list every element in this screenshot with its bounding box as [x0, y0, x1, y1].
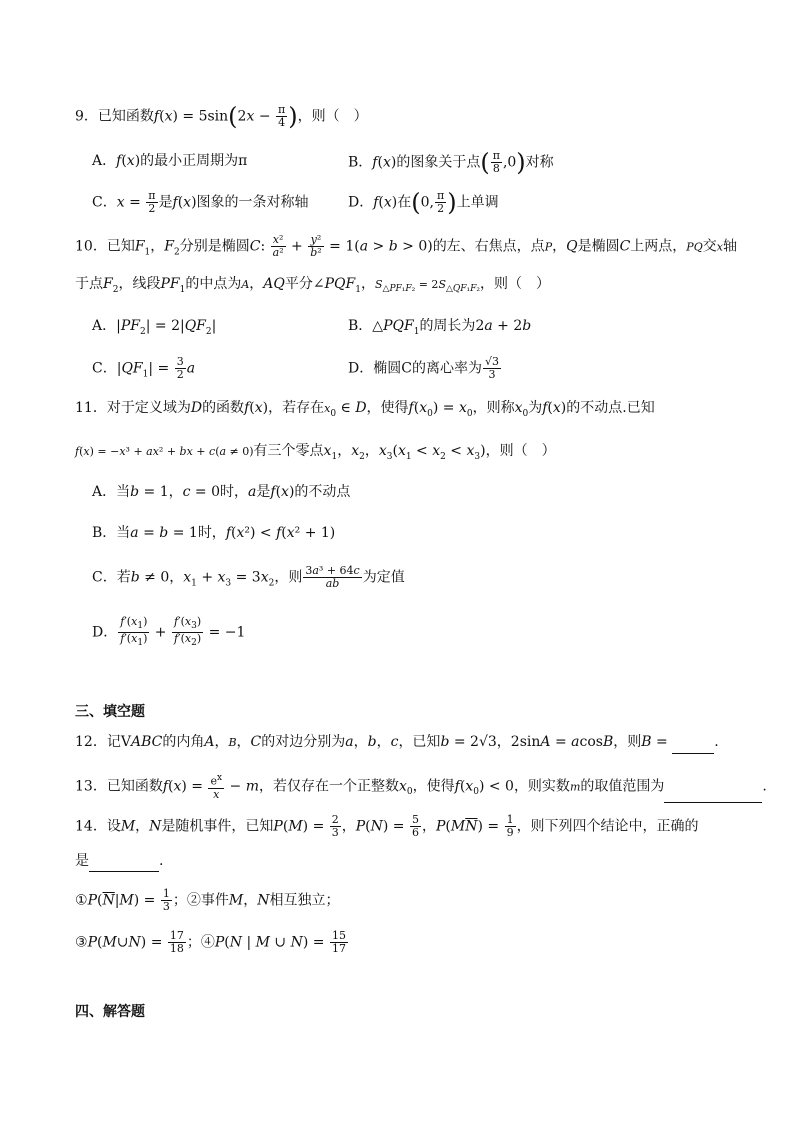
q14-answer-blank[interactable]: [89, 855, 159, 872]
q11-option-b: B．当a = b = 1时，f(x²) < f(x² + 1): [92, 525, 336, 541]
q12-stem: 12．记VABC的内角A，B，C的对边分别为a，b，c，已知b = 2√3，2sinA = acosB，则B = .: [75, 731, 719, 754]
section-fill-in-heading: 三、填空题: [75, 704, 145, 720]
q9-option-a: A．f(x)的最小正周期为π: [92, 153, 248, 169]
section-answer-heading: 四、解答题: [75, 1004, 145, 1020]
q10-option-b: B．$\triangle PQF_1$的周长为2a + 2b: [348, 318, 532, 337]
q10-option-d: D．椭圆C的离心率为 $\frac{√3}{3}$: [348, 355, 499, 381]
q14-statements-3-4: ③P(M∪N) = $\frac{17}{18}$ ；④P(N | M ∪ N) = $\frac{15}{17}$: [75, 929, 346, 955]
q10-stem-line1: 10．已知$F_1$，$F_2$分别是椭圆C: $\frac{\text{x²}}{\text{a²}}$ + $\frac{\text{y²}}{\text{b²}}$ = 1(a > b > 0)的左、右焦点，点P，Q是椭圆C上两点，PQ交x轴: [75, 233, 737, 259]
q14-stem-line2: 是 .: [75, 850, 163, 872]
q9-stem: 9．已知函数f(x) = 5sin(2x − $\frac{\pi}{4}$ )，则（ ）: [75, 102, 368, 131]
q11-stem-line1: 11．对于定义域为D的函数f(x)，若存在$x_0$ ∈ D，使得$f(x_0) = x_0$，则称$x_0$为f(x)的不动点.已知: [75, 400, 655, 419]
q10-stem-line2: 于点$F_2$，线段$PF_1$的中点为A，AQ平分$\angle PQF_1$，$S_{\triangle PF_1F_2} = 2S_{\triangle QF_1F_2}$，则（ ）: [75, 276, 550, 295]
q13-stem: 13．已知函数f(x) = $\frac{e^x}{x}$ − m，若仅存在一个正整数$x_0$，使得$f(x_0) < 0$，则实数m的取值范围为 .: [75, 772, 767, 803]
q9-option-b: B．f(x)的图象关于点( $\frac{\pi}{8}$ ,0)对称: [348, 148, 554, 177]
q11-stem-line2: f(x) = −x³ + ax² + bx + c(a ≠ 0)有三个零点$x_1$，$x_2$，$x_3(x_1 < x_2 < x_3)$，则（ ）: [75, 443, 556, 462]
q9-option-c: C．x = $\frac{\pi}{2}$ 是f(x)图象的一条对称轴: [92, 189, 309, 215]
q12-answer-blank[interactable]: [672, 737, 714, 754]
q14-stem-line1: 14．设M，N是随机事件，已知P(M) = $\frac{2}{3}$ ，P(N) = $\frac{5}{6}$ ，$P(M\overline{N})$ = $\frac{1}{9}$ ，则下列四个结论中，正确的: [75, 813, 699, 839]
q10-option-c: C．$|QF_1|$ = $\frac{3}{2}$ a: [92, 355, 196, 381]
q11-option-d: D． $\frac{f'(x_1)}{f'(x_1)}$ + $\frac{f'(x_3)}{f'(x_2)}$ = −1: [92, 615, 246, 649]
q14-statements-1-2: $①P(\overline{N}|M)$ = $\frac{1}{3}$ ；②事件M，N相互独立；: [75, 887, 340, 913]
q11-option-c: C．若b ≠ 0，$x_1 + x_3 = 3x_2$，则 $\frac{\text{3a³ + 64c}}{ab}$ 为定值: [92, 564, 405, 590]
q11-option-a: A．当b = 1，c = 0时，a是f(x)的不动点: [92, 484, 351, 500]
q9-option-d: D．f(x)在(0, $\frac{\pi}{2}$ )上单调: [348, 188, 499, 217]
q10-option-a: A．$|PF_2| = 2|QF_2|$: [92, 318, 217, 337]
q13-answer-blank[interactable]: [664, 786, 762, 803]
